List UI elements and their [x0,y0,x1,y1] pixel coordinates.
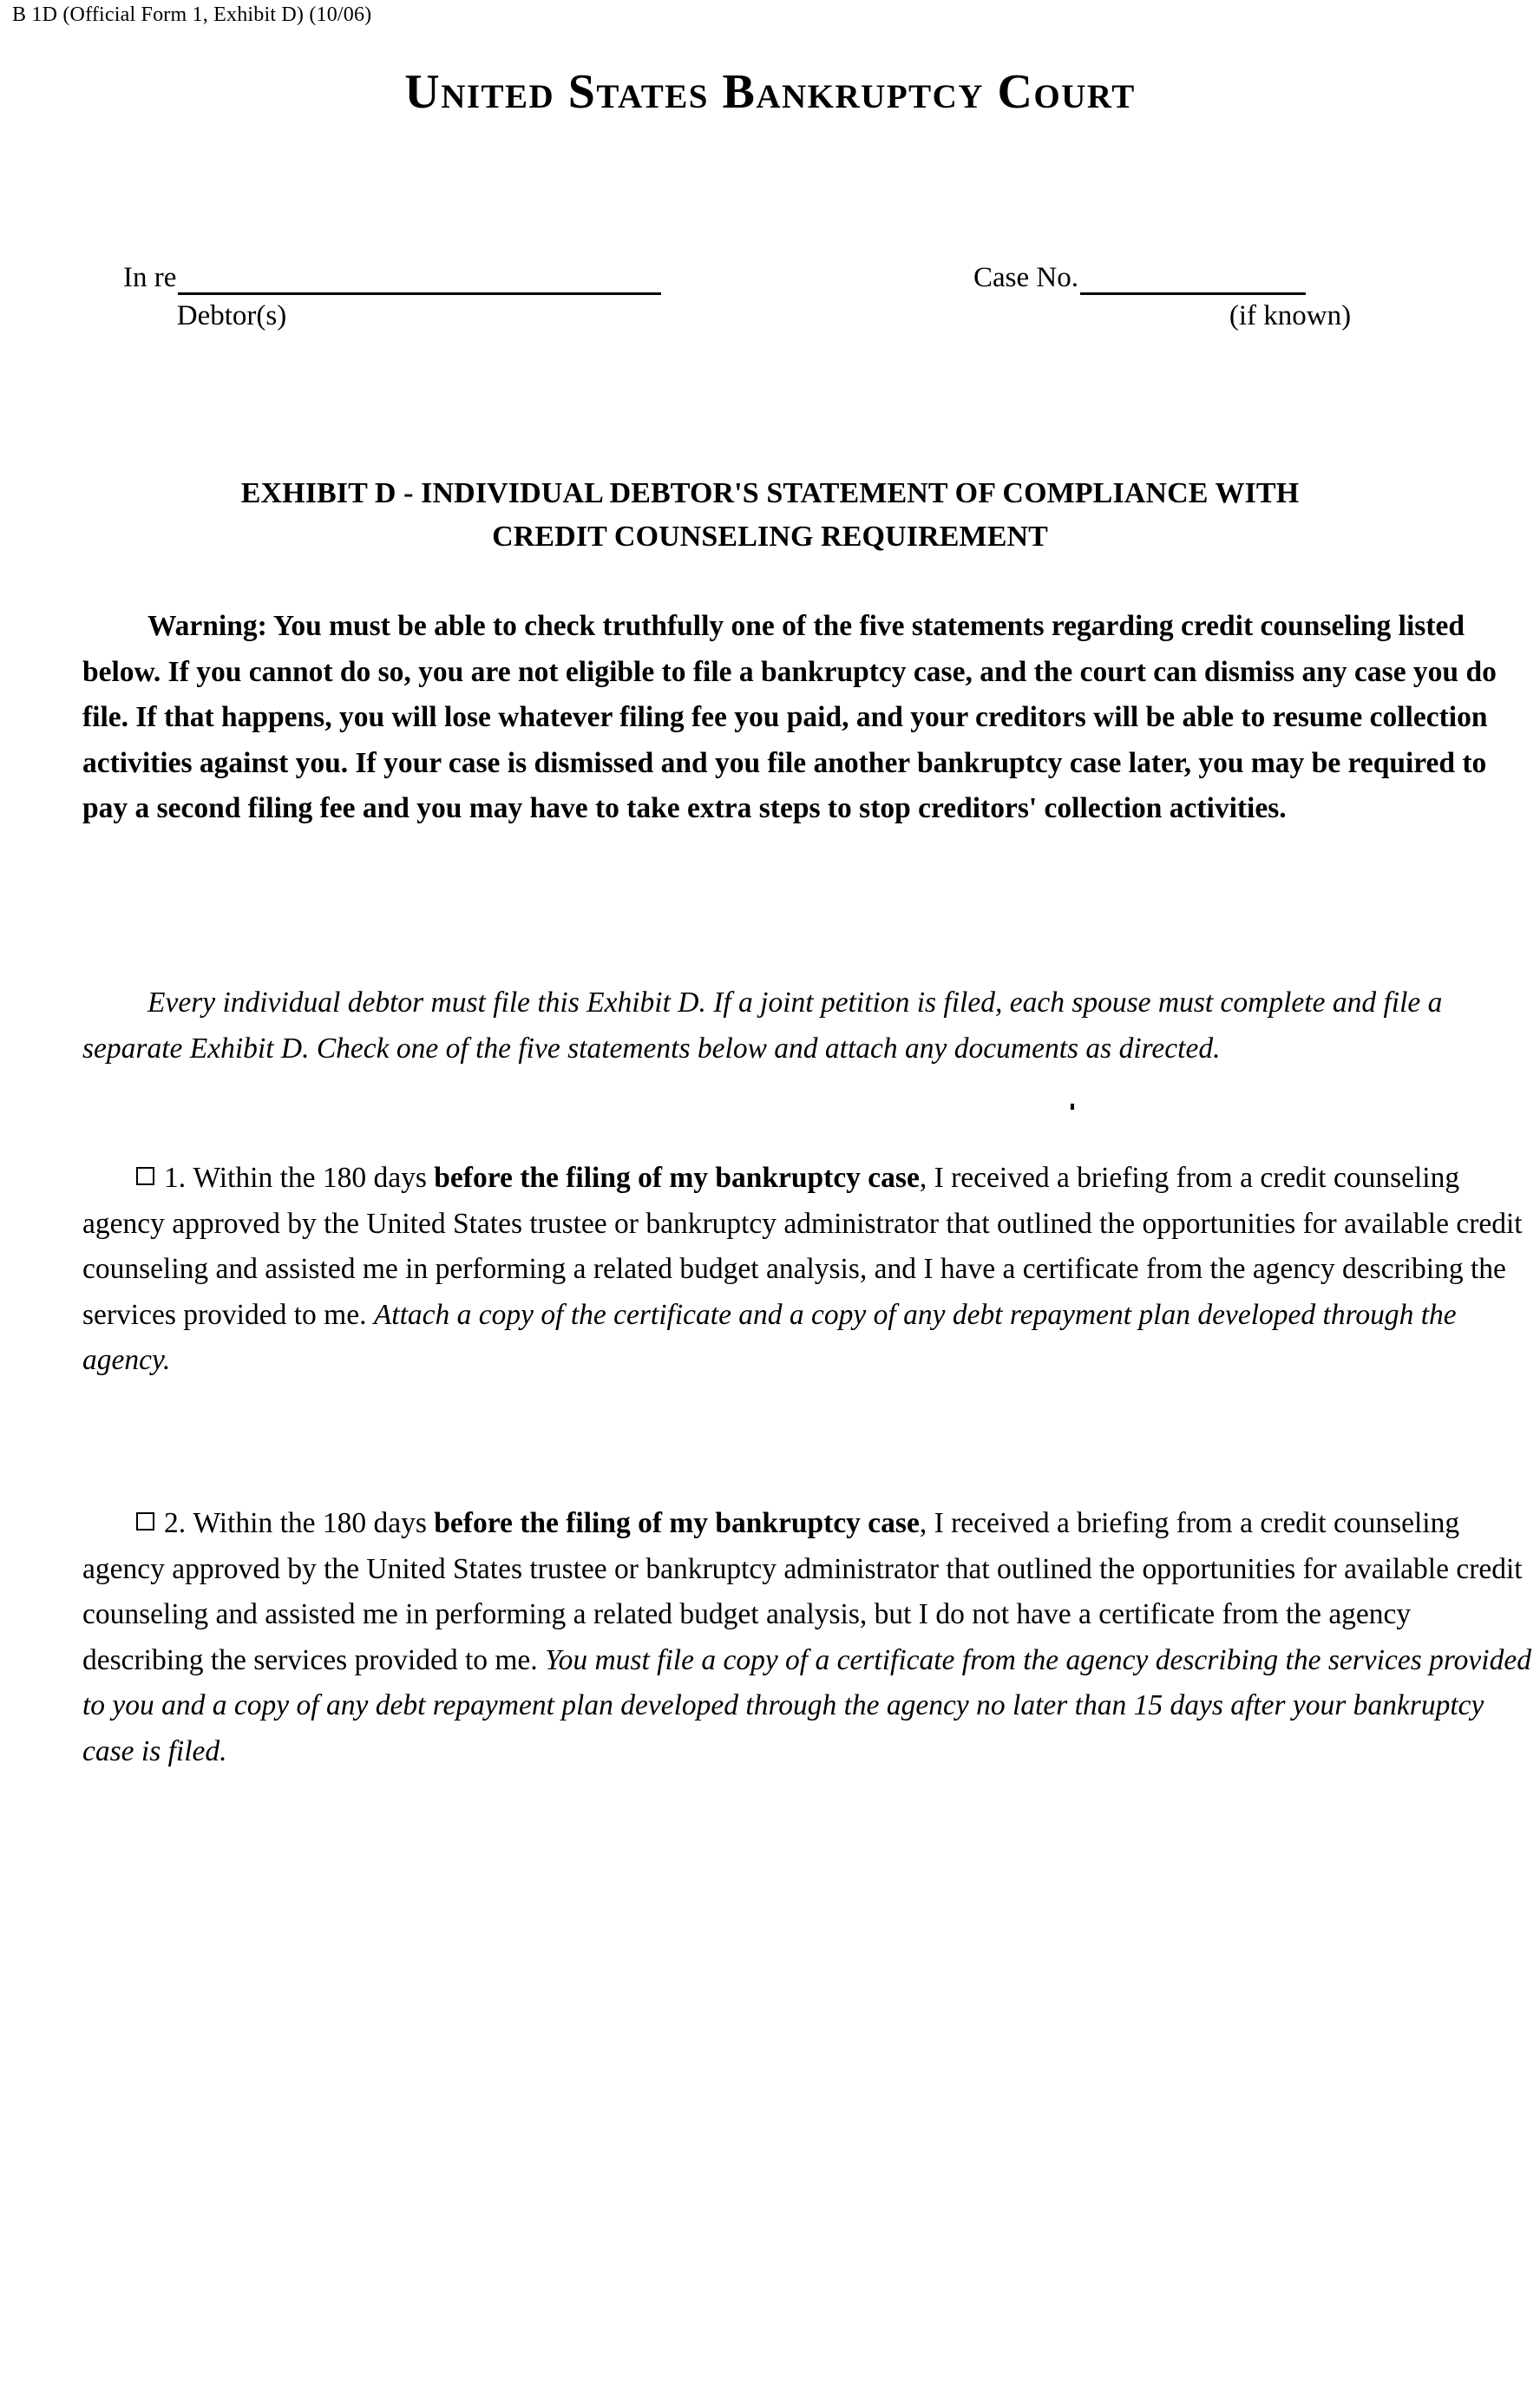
checkbox-statement-2[interactable] [136,1512,154,1531]
statement-1-number: 1. [164,1162,187,1194]
statement-1-text-part-1: Within the 180 days [193,1162,435,1194]
exhibit-heading-line-2: CREDIT COUNSELING REQUIREMENT [492,521,1048,553]
in-re-label: In re [123,262,177,293]
statement-2-italic-directive: You must file a copy of a certificate from the agency describing the services provided to you and a copy of any debt repayment plan developed through the agency no later than 15 days after your bankruptcy case is filed. [82,1643,1531,1767]
case-no-blank-rule[interactable] [1080,263,1306,295]
statement-option-2 [82,1501,1536,1774]
statement-2-number: 2. [164,1507,187,1539]
instruction-paragraph [82,980,1536,1072]
page-title: United States Bankruptcy Court [404,65,1136,119]
caption-debtor-field [123,260,661,333]
statement-2-text-part-1: Within the 180 days [193,1507,435,1539]
warning-paragraph [82,604,1536,832]
warning-text: Warning: You must be able to check truthfully one of the five statements regarding credit counseling listed below. If you cannot do so, you are not eligible to file a bankruptcy case, and the court can dismiss any case you do file. If that happens, you will lose whatever filing fee you paid, and your creditors will be able to resume collection activities against you. If your case is dismissed and you file another bankruptcy case later, you may be required to pay a second filing fee and you may have to take extra steps to stop creditors' collection activities. [82,610,1497,824]
statement-2-text-part-2: , I received a briefing from a credit counseling agency approved by the United States trustee or bankruptcy administrator that outlined the opportunities for available credit counseling and assisted me in performing a related budget analysis, but I do not have a certificate from the agency describing the services provided to me. [82,1507,1523,1676]
case-no-label: Case No. [973,262,1078,293]
case-no-row [973,260,1442,295]
instruction-text: Every individual debtor must file this Exhibit D. If a joint petition is filed, each spouse must complete and file a separate Exhibit D. Check one of the five statements below and attach any documents as directed. [82,987,1443,1065]
statement-option-1 [82,1156,1536,1384]
statement-2-bold-emphasis: before the filing of my bankruptcy case [434,1507,920,1539]
in-re-row [123,260,661,295]
debtor-name-blank-rule[interactable] [178,263,661,295]
exhibit-heading-line-1: EXHIBIT D - INDIVIDUAL DEBTOR'S STATEMENT OF COMPLIANCE WITH [240,477,1300,509]
debtor-sub-label: Debtor(s) [176,300,287,331]
scan-artifact-speck [1071,1104,1074,1110]
statement-1-bold-emphasis: before the filing of my bankruptcy case [434,1162,920,1194]
exhibit-heading [0,472,1540,559]
caption-block [0,260,1540,373]
checkbox-statement-1[interactable] [136,1167,154,1185]
if-known-sub-label: (if known) [1229,300,1352,331]
statement-1-text-part-2: , I received a briefing from a credit counseling agency approved by the United States trustee or bankruptcy administrator that outlined the opportunities for available credit counseling and assisted me in performing a related budget analysis, and I have a certificate from the agency describing the services provided to me. [82,1162,1523,1331]
statement-1-italic-directive: Attach a copy of the certificate and a copy of any debt repayment plan developed through the agency. [82,1298,1457,1376]
caption-case-no-field [973,260,1442,333]
form-number-header: B 1D (Official Form 1, Exhibit D) (10/06) [12,3,372,26]
